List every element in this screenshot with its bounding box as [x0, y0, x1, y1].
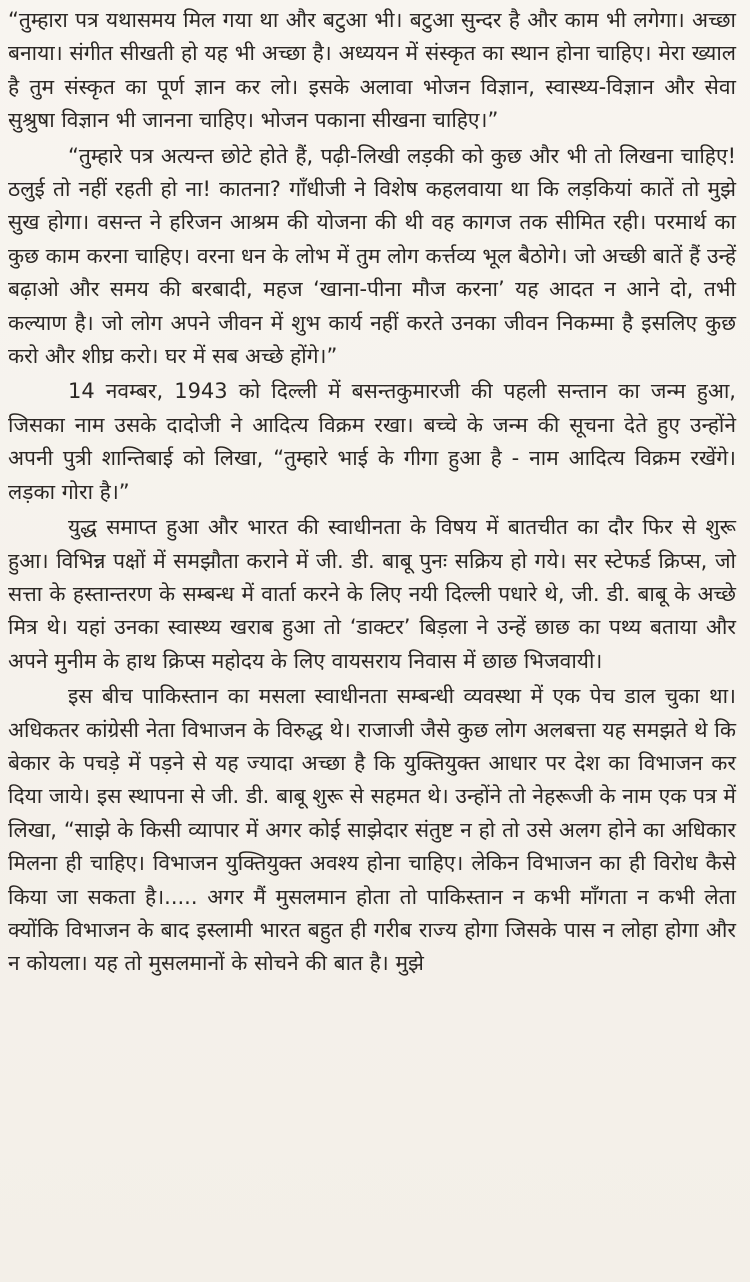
- paragraph-letter-quote-1: “तुम्हारा पत्र यथासमय मिल गया था और बटुआ भी। बटुआ सुन्दर है और काम भी लगेगा। अच्छा बनाया। संगीत सीखती हो यह भी अच्छा है। अध्ययन में संस्कृत का स्थान होना चाहिए। मेरा ख्याल है तुम संस्कृत का पूर्ण ज्ञान कर लो। इसके अलावा भोजन विज्ञान, स्वास्थ्य-विज्ञान और सेवा सुश्रुषा विज्ञान भी जानना चाहिए। भोजन पकाना सीखना चाहिए।”: [8, 8, 736, 133]
- paragraph-letter-quote-2: “तुम्हारे पत्र अत्यन्त छोटे होते हैं, पढ़ी-लिखी लड़की को कुछ और भी तो लिखना चाहिए! ठलुई तो नहीं रहती हो ना! कातना? गाँधीजी ने विशेष कहलवाया था कि लड़कियां कातें तो मुझे सुख होगा। वसन्त ने हरिजन आश्रम की योजना की थी वह कागज तक सीमित रही। परमार्थ का कुछ काम करना चाहिए। वरना धन के लोभ में तुम लोग कर्त्तव्य भूल बैठोगे। जो अच्छी बातें हैं उन्हें बढ़ाओ और समय की बरबादी, महज ‘खाना-पीना मौज करना’ यह आदत न आने दो, तभी कल्याण है। जो लोग अपने जीवन में शुभ कार्य नहीं करते उनका जीवन निकम्मा है इसलिए कुछ करो और शीघ्र करो। घर में सब अच्छे होंगे।”: [8, 143, 736, 369]
- paragraph-birth-news: 14 नवम्बर, 1943 को दिल्ली में बसन्तकुमारजी की पहली सन्तान का जन्म हुआ, जिसका नाम उसके दादोजी ने आदित्य विक्रम रखा। बच्चे के जन्म की सूचना देते हुए उन्होंने अपनी पुत्री शान्तिबाई को लिखा, “तुम्हारे भाई के गीगा हुआ है - नाम आदित्य विक्रम रखेंगे। लड़का गोरा है।”: [8, 379, 736, 504]
- paragraph-partition: इस बीच पाकिस्तान का मसला स्वाधीनता सम्बन्धी व्यवस्था में एक पेच डाल चुका था। अधिकतर कांग्रेसी नेता विभाजन के विरुद्ध थे। राजाजी जैसे कुछ लोग अलबत्ता यह समझते थे कि बेकार के पचड़े में पड़ने से यह ज्यादा अच्छा है कि युक्तियुक्त आधार पर देश का विभाजन कर दिया जाये। इस स्थापना से जी. डी. बाबू शुरू से सहमत थे। उन्होंने तो नेहरूजी के नाम एक पत्र में लिखा, “साझे के किसी व्यापार में अगर कोई साझेदार संतुष्ट न हो तो उसे अलग होने का अधिकार मिलना ही चाहिए। विभाजन युक्तियुक्त अवश्य होना चाहिए। लेकिन विभाजन का ही विरोध कैसे किया जा सकता है।..... अगर मैं मुसलमान होता तो पाकिस्तान न कभी माँगता न कभी लेता क्योंकि विभाजन के बाद इस्लामी भारत बहुत ही गरीब राज्य होगा जिसके पास न लोहा होगा और न कोयला। यह तो मुसलमानों के सोचने की बात है। मुझे: [8, 684, 736, 976]
- paragraph-war-end: युद्ध समाप्त हुआ और भारत की स्वाधीनता के विषय में बातचीत का दौर फिर से शुरू हुआ। विभिन्न पक्षों में समझौता कराने में जी. डी. बाबू पुनः सक्रिय हो गये। सर स्टेफर्ड क्रिप्स, जो सत्ता के हस्तान्तरण के सम्बन्ध में वार्ता करने के लिए नयी दिल्ली पधारे थे, जी. डी. बाबू के अच्छे मित्र थे। यहां उनका स्वास्थ्य खराब हुआ तो ‘डाक्टर’ बिड़ला ने उन्हें छाछ का पथ्य बताया और अपने मुनीम के हाथ क्रिप्स महोदय के लिए वायसराय निवास में छाछ भिजवायी।: [8, 515, 736, 673]
